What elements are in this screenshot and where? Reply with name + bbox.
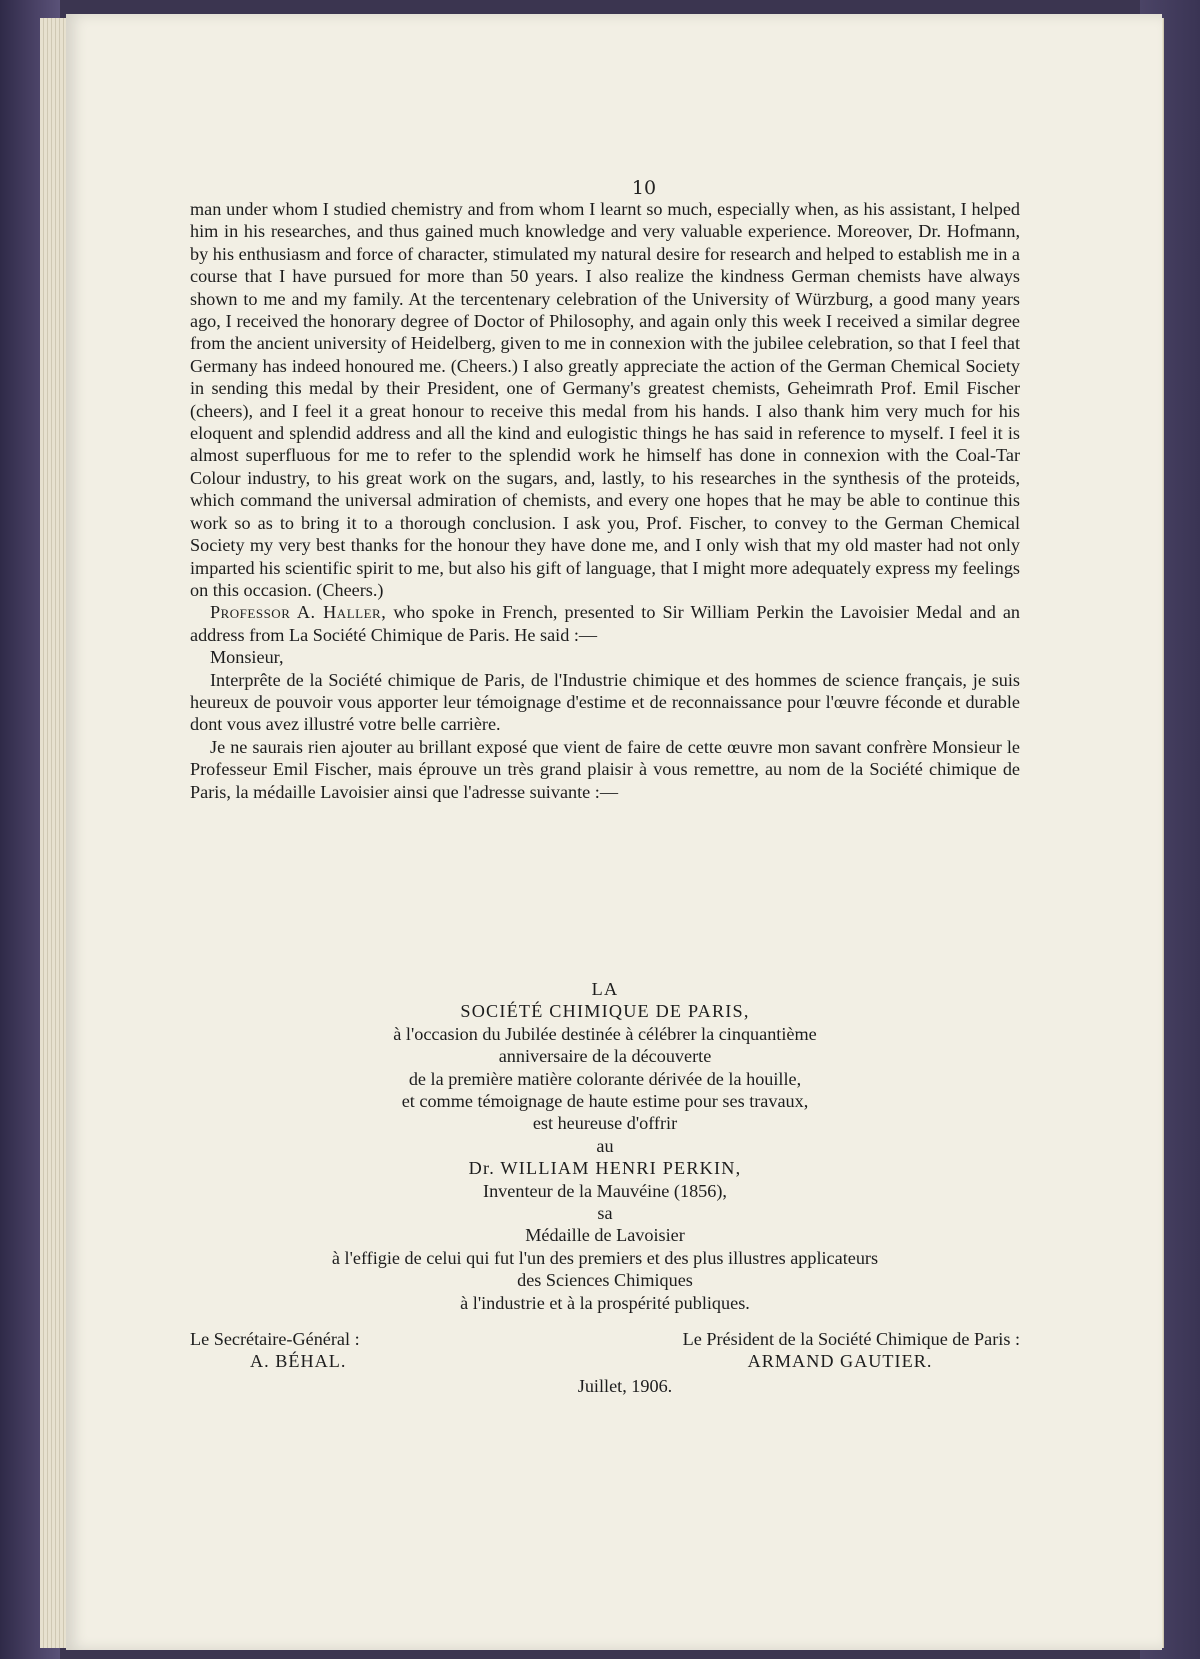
paragraph-haller-text: who spoke in French, presented to Sir William Perkin the Lavoisier Medal and an address from La Société Chimique de Paris. He said :— (190, 602, 1021, 645)
salutation: Monsieur, (210, 647, 284, 668)
address-line: Dr. WILLIAM HENRI PERKIN, (468, 1158, 742, 1179)
address-line: est heureuse d'offrir (532, 1113, 678, 1134)
address-line: au (596, 1135, 614, 1156)
address-line: LA (591, 979, 619, 999)
address-line: SOCIÉTÉ CHIMIQUE DE PARIS, (460, 1001, 750, 1022)
signatures (190, 1328, 1020, 1397)
paragraph-haller-intro (190, 601, 1020, 646)
address-line: à l'industrie et à la prospérité publiques. (460, 1292, 750, 1313)
dedication-address (190, 978, 1020, 1314)
address-line: et comme témoignage de haute estime pour ses travaux, (401, 1091, 809, 1112)
address-line: de la première matière colorante dérivée de la houille, (408, 1068, 802, 1089)
paragraph-french-1: Interprête de la Société chimique de Paris, de l'Industrie chimique et des hommes de science français, je suis heureux de pouvoir vous apporter leur témoignage d'estime et de reconnaissance pour l'œuvre féconde et durable dont vous avez illustré votre belle carrière. (190, 669, 1020, 735)
body-text (190, 198, 1020, 803)
secretary-name: A. BÉHAL. (250, 1351, 347, 1372)
address-line: des Sciences Chimiques (517, 1270, 693, 1291)
speaker-name: Professor A. Haller, (210, 602, 387, 623)
page-number: 10 (631, 177, 657, 199)
paragraph-perkin-speech: man under whom I studied chemistry and from whom I learnt so much, especially when, as his assistant, I helped him in his researches, and thus gained much knowledge and very valuable experience. Moreover, Dr. Hofmann, by his enthusiasm and force of character, stimulated my natural desire for research and helped to establish me in a course that I have pursued for more than 50 years. I also realize the kindness German chemists have always shown to me and my family. At the tercentenary celebration of the University of Würzburg, a good many years ago, I received the honorary degree of Doctor of Philosophy, and again only this week I received a similar degree from the ancient university of Heidelberg, given to me in connexion with the jubilee celebration, so that I feel that Germany has indeed honoured me. (Cheers.) I also greatly appreciate the action of the German Chemical Society in sending this medal by their President, one of Germany's greatest chemists, Geheimrath Prof. Emil Fischer (cheers), and I feel it a great honour to receive this medal from his hands. I also thank him very much for his eloquent and splendid address and all the kind and eulogistic things he has said in reference to myself. I feel it is almost superfluous for me to refer to the splendid work he himself has done in connexion with the Coal-Tar Colour industry, to his great work on the sugars, and, lastly, to his researches in the synthesis of the proteids, which command the universal admiration of chemists, and every one hopes that he may be able to continue this work so as to bring it to a thorough conclusion. I ask you, Prof. Fischer, to convey to the German Chemical Society my very best thanks for the honour they have done me, and I only wish that my old master had not only imparted his scientific spirit to me, but also his gift of language, that I might more adequately express my feelings on this occasion. (Cheers.) (190, 199, 1020, 600)
signature-right (580, 1328, 1020, 1373)
secretary-title: Le Secrétaire-Général : (190, 1329, 360, 1349)
paragraph-french-2: Je ne saurais rien ajouter au brillant exposé que vient de faire de cette œuvre mon savant confrère Monsieur le Professeur Emil Fischer, mais éprouve un très grand plaisir à vous remettre, au nom de la Société chimique de Paris, la médaille Lavoisier ainsi que l'adresse suivante :— (190, 736, 1020, 802)
address-line: anniversaire de la découverte (498, 1046, 712, 1067)
address-line: Inventeur de la Mauvéine (1856), (483, 1180, 727, 1201)
president-title: Le Président de la Société Chimique de Paris : (682, 1329, 1020, 1349)
address-line: à l'occasion du Jubilée destinée à célébrer la cinquantième (393, 1023, 817, 1044)
address-line: sa (597, 1203, 613, 1224)
president-name: ARMAND GAUTIER. (747, 1351, 933, 1372)
address-line: à l'effigie de celui qui fut l'un des premiers et des plus illustres applicateurs (331, 1247, 879, 1268)
address-date: Juillet, 1906. (577, 1375, 673, 1396)
address-line: Médaille de Lavoisier (525, 1225, 685, 1246)
signature-left (190, 1328, 490, 1373)
